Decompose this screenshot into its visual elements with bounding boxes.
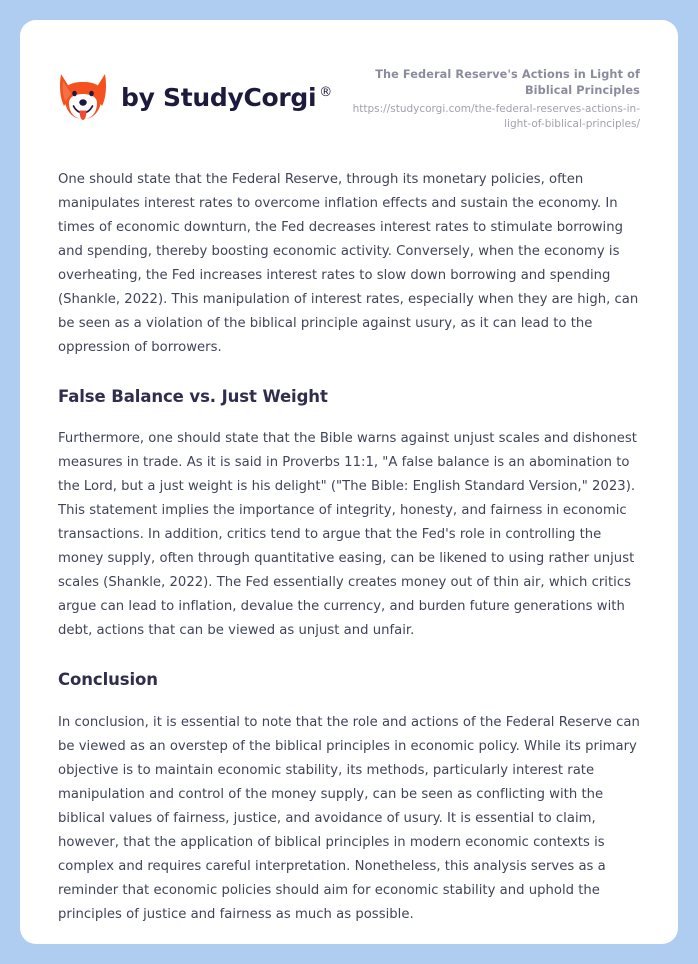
page-title: The Federal Reserve's Actions in Light of Biblical Principles <box>375 68 640 98</box>
brand-wordmark <box>121 83 332 112</box>
registered-trademark-icon: ® <box>319 85 332 101</box>
document-page-card <box>20 20 678 944</box>
header-meta <box>340 65 640 132</box>
section-heading: Conclusion <box>58 670 158 690</box>
corgi-head-icon <box>58 71 108 123</box>
body-paragraph: Furthermore, one should state that the Bible warns against unjust scales and dishonest measures in trade. As it is said in Proverbs 11:1, "A false balance is an abomination to the Lord, but a just weight is his delight" ("The Bible: English Standard Version," 2023). This statement implies the importance of integrity, honesty, and fairness in economic transactions. In addition, critics tend to argue that the Fed's role in controlling the money supply, often through quantitative easing, can be likened to using rather unjust scales (Shankle, 2022). The Fed essentially creates money out of thin air, which critics argue can lead to inflation, devalue the currency, and burden future generations with debt, actions that can be viewed as unjust and unfair. <box>58 431 637 639</box>
brand-wordmark-text: by StudyCorgi <box>121 82 317 112</box>
document-body <box>20 168 678 927</box>
document-header <box>20 20 678 132</box>
page-url[interactable]: https://studycorgi.com/the-federal-reserves-actions-in-light-of-biblical-principles/ <box>352 103 640 130</box>
body-paragraph: In conclusion, it is essential to note that the role and actions of the Federal Reserve can be viewed as an overstep of the biblical principles in economic policy. While its primary objective is to maintain economic stability, its methods, particularly interest rate manipulation and control of the money supply, can be seen as conflicting with the biblical values of fairness, justice, and avoidance of usury. It is essential to claim, however, that the application of biblical principles in modern economic contexts is complex and requires careful interpretation. Nonetheless, this analysis serves as a reminder that economic policies should aim for economic stability and uphold the principles of justice and fairness as much as possible. <box>58 714 640 922</box>
brand-lockup <box>58 65 332 123</box>
body-paragraph: One should state that the Federal Reserve, through its monetary policies, often manipulates interest rates to overcome inflation effects and sustain the economy. In times of economic downturn, the Fed decreases interest rates to stimulate borrowing and spending, thereby boosting economic activity. Conversely, when the economy is overheating, the Fed increases interest rates to slow down borrowing and spending (Shankle, 2022). This manipulation of interest rates, especially when they are high, can be seen as a violation of the biblical principle against usury, as it can lead to the oppression of borrowers. <box>58 171 639 355</box>
section-heading: False Balance vs. Just Weight <box>58 386 328 406</box>
